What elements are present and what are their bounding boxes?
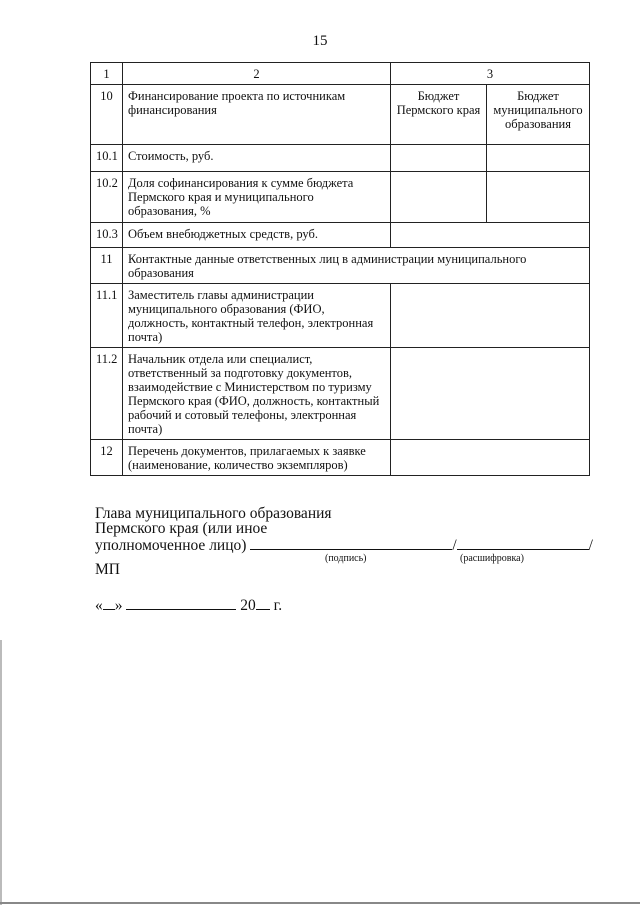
- row-number: 12: [91, 440, 123, 476]
- signature-separator: /: [452, 537, 457, 554]
- date-open-quote: «: [95, 597, 103, 614]
- cost-municipal-cell[interactable]: [487, 145, 590, 172]
- attached-documents-cell[interactable]: [391, 440, 590, 476]
- signature-caption: (подпись): [325, 553, 367, 564]
- row-label: Доля софинансирования к сумме бюджета Пермского края и муниципального образования, %: [123, 172, 391, 223]
- row-number: 11.1: [91, 284, 123, 348]
- budget-municipal-header: Бюджет муниципального образования: [487, 85, 590, 145]
- section-label: Контактные данные ответственных лиц в администрации муниципального образования: [123, 248, 590, 284]
- header-col-1: 1: [91, 63, 123, 85]
- page-number: 15: [312, 33, 328, 49]
- row-label: Стоимость, руб.: [123, 145, 391, 172]
- signature-captions: [95, 553, 595, 565]
- table-row: [91, 172, 590, 223]
- table-row: [91, 85, 590, 145]
- table-row: [91, 284, 590, 348]
- table-row: [91, 145, 590, 172]
- row-label: Заместитель главы администрации муниципального образования (ФИО, должность, контактный телефон, электронная почта): [123, 284, 391, 348]
- signature-block: [95, 506, 595, 565]
- table-header-row: [91, 63, 590, 85]
- year-field[interactable]: [256, 596, 270, 610]
- responsible-specialist-contact-cell[interactable]: [391, 348, 590, 440]
- row-label: Перечень документов, прилагаемых к заявке (наименование, количество экземпляров): [123, 440, 391, 476]
- table-row: [91, 223, 590, 248]
- year-suffix: г.: [273, 597, 283, 614]
- decoding-separator: /: [588, 537, 593, 554]
- row-label: Объем внебюджетных средств, руб.: [123, 223, 391, 248]
- month-field[interactable]: [126, 596, 236, 610]
- row-label: Финансирование проекта по источникам финансирования: [123, 85, 391, 145]
- table-row: [91, 348, 590, 440]
- stamp-place-label: МП: [95, 561, 120, 578]
- signatory-title-line-3: уполномоченное лицо): [95, 537, 247, 554]
- scan-edge-bottom: [0, 902, 640, 904]
- decoding-caption: (расшифровка): [460, 553, 524, 564]
- table-row: [91, 440, 590, 476]
- date-line: [95, 596, 282, 615]
- row-number: 10: [91, 85, 123, 145]
- decoding-field[interactable]: [457, 536, 589, 550]
- budget-perm-krai-header: Бюджет Пермского края: [391, 85, 487, 145]
- deputy-head-contact-cell[interactable]: [391, 284, 590, 348]
- table-row: [91, 248, 590, 284]
- date-close-quote: »: [114, 597, 123, 614]
- row-number: 11: [91, 248, 123, 284]
- row-label: Начальник отдела или специалист, ответственный за подготовку документов, взаимодействие с Министерством по туризму Пермского края (ФИО, должность, контактный рабочий и сотовый телефоны, электронная почта): [123, 348, 391, 440]
- row-number: 11.2: [91, 348, 123, 440]
- row-number: 10.3: [91, 223, 123, 248]
- scan-edge-left: [0, 640, 2, 905]
- signature-field[interactable]: [250, 536, 452, 550]
- signatory-title-line-1: Глава муниципального образования: [95, 505, 332, 522]
- signatory-title-line-2: Пермского края (или иное: [95, 520, 268, 537]
- share-perm-krai-cell[interactable]: [391, 172, 487, 223]
- row-number: 10.2: [91, 172, 123, 223]
- header-col-3: 3: [391, 63, 590, 85]
- offbudget-value-cell[interactable]: [391, 223, 590, 248]
- share-municipal-cell[interactable]: [487, 172, 590, 223]
- application-form-table: [90, 62, 590, 476]
- signature-row: [95, 536, 595, 553]
- day-field[interactable]: [103, 596, 115, 610]
- header-col-2: 2: [123, 63, 391, 85]
- year-prefix: 20: [240, 597, 256, 614]
- row-number: 10.1: [91, 145, 123, 172]
- cost-perm-krai-cell[interactable]: [391, 145, 487, 172]
